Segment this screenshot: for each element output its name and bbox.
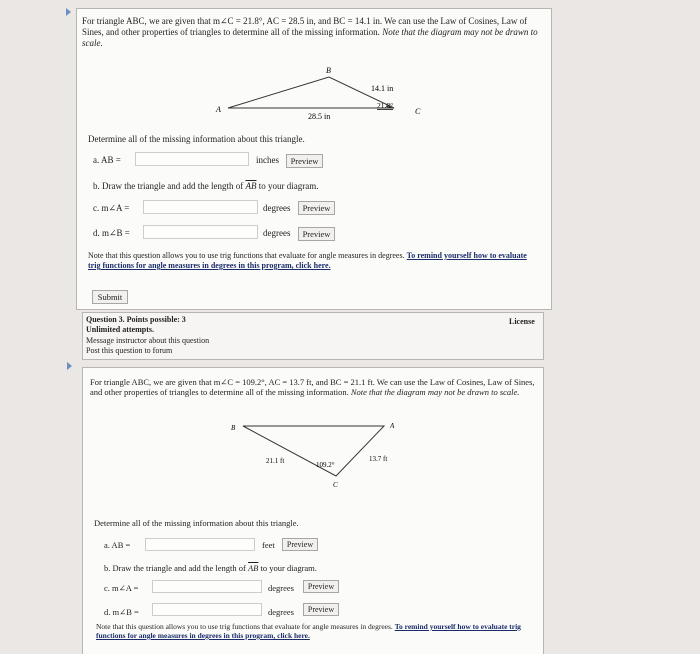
part-b-text: b. Draw the triangle and add the length of $\overline{AB}$ to your diagram. <box>93 181 319 191</box>
part-d-unit-q3: degrees <box>268 607 294 617</box>
side-ac-label-q3: 13.7 ft <box>369 455 388 463</box>
part-c-unit: degrees <box>263 203 291 213</box>
trig-help-link-q3[interactable]: To remind yourself how to evaluate trig functions for angle measures in degrees in this program, click here. <box>96 622 521 640</box>
vertex-a-label: A <box>216 105 221 114</box>
vertex-a-label-q3: A <box>390 422 395 430</box>
question-2-diagram <box>205 62 435 128</box>
instructions-text: Determine all of the missing information about this triangle. <box>88 134 305 144</box>
part-d-label: d. m∠B = <box>93 228 130 238</box>
side-bc-label-q3: 21.1 ft <box>266 457 285 465</box>
collapse-triangle-icon[interactable] <box>66 8 71 16</box>
part-a-label-q3: a. AB = <box>104 540 131 550</box>
ab-input[interactable] <box>135 152 249 166</box>
instructions-text-q3: Determine all of the missing information about this triangle. <box>94 518 299 528</box>
question-3-text: For triangle ABC, we are given that m∠C = 109.2°, AC = 13.7 ft, and BC = 21.1 ft. We can use the Law of Cosines, Law of Sines, and other properties of triangles to determine all of the missing information. Note that the diagram may not be drawn to scale. <box>90 377 535 397</box>
vertex-c-label: C <box>415 107 421 116</box>
side-bc-label: 14.1 in <box>371 84 394 93</box>
part-c-unit-q3: degrees <box>268 583 294 593</box>
part-b-text-q3: b. Draw the triangle and add the length of $\overline{AB}$ to your diagram. <box>104 563 317 573</box>
trig-note: Note that this question allows you to use trig functions that evaluate for angle measures in degrees. To remind yourself how to evaluate trig functions for angle measures in degrees in this program, click here. <box>88 251 527 270</box>
question-3-diagram <box>215 415 415 491</box>
ab-input-q3[interactable] <box>145 538 255 551</box>
part-d-label-q3: d. m∠B = <box>104 607 139 617</box>
vertex-b-label: B <box>326 66 331 75</box>
triangle-shape <box>228 77 394 108</box>
angle-b-input-q3[interactable] <box>152 603 262 616</box>
post-to-forum-link[interactable]: Post this question to forum <box>86 346 173 355</box>
vertex-b-label-q3: B <box>231 424 236 432</box>
part-d-preview-button-q3[interactable]: Preview <box>303 603 339 616</box>
part-c-label-q3: c. m∠A = <box>104 583 139 593</box>
part-d-preview-button[interactable]: Preview <box>298 227 335 241</box>
part-c-label: c. m∠A = <box>93 203 130 213</box>
angle-a-input-q3[interactable] <box>152 580 262 593</box>
side-ac-label: 28.5 in <box>308 112 331 121</box>
trig-help-link[interactable]: To remind yourself how to evaluate trig functions for angle measures in degrees in this program, click here. <box>88 251 527 270</box>
part-a-preview-button-q3[interactable]: Preview <box>282 538 318 551</box>
part-a-unit: inches <box>256 155 279 165</box>
license-link[interactable]: License <box>509 317 535 326</box>
part-c-preview-button[interactable]: Preview <box>298 201 335 215</box>
vertex-c-label-q3: C <box>333 481 338 489</box>
part-a-label: a. AB = <box>93 155 121 165</box>
triangle-shape-q3 <box>243 426 384 476</box>
question-3-attempts: Unlimited attempts. <box>86 325 154 334</box>
segment-ab: $\overline{AB}$ <box>245 181 257 191</box>
message-instructor-link[interactable]: Message instructor about this question <box>86 336 210 345</box>
question-2-text: For triangle ABC, we are given that m∠C = 21.8°, AC = 28.5 in, and BC = 14.1 in. We can use the Law of Cosines, Law of Sines, and other properties of triangles to determine all of the missing information. Note that the diagram may not be drawn to scale. <box>82 16 538 48</box>
question-3-points: Question 3. Points possible: 3 <box>86 315 186 324</box>
angle-a-input[interactable] <box>143 200 258 214</box>
part-d-unit: degrees <box>263 228 291 238</box>
part-a-preview-button[interactable]: Preview <box>286 154 323 168</box>
submit-button[interactable]: Submit <box>92 290 128 304</box>
angle-c-label-q3: 109.2° <box>316 461 335 469</box>
part-a-unit-q3: feet <box>262 540 275 550</box>
angle-c-label: 21.8° <box>377 101 394 110</box>
trig-note-q3: Note that this question allows you to use trig functions that evaluate for angle measures in degrees. To remind yourself how to evaluate trig functions for angle measures in degrees in this program, click here. <box>96 622 521 640</box>
angle-b-input[interactable] <box>143 225 258 239</box>
segment-ab-q3: $\overline{AB}$ <box>247 563 259 573</box>
part-c-preview-button-q3[interactable]: Preview <box>303 580 339 593</box>
collapse-triangle-icon-q3[interactable] <box>67 362 72 370</box>
